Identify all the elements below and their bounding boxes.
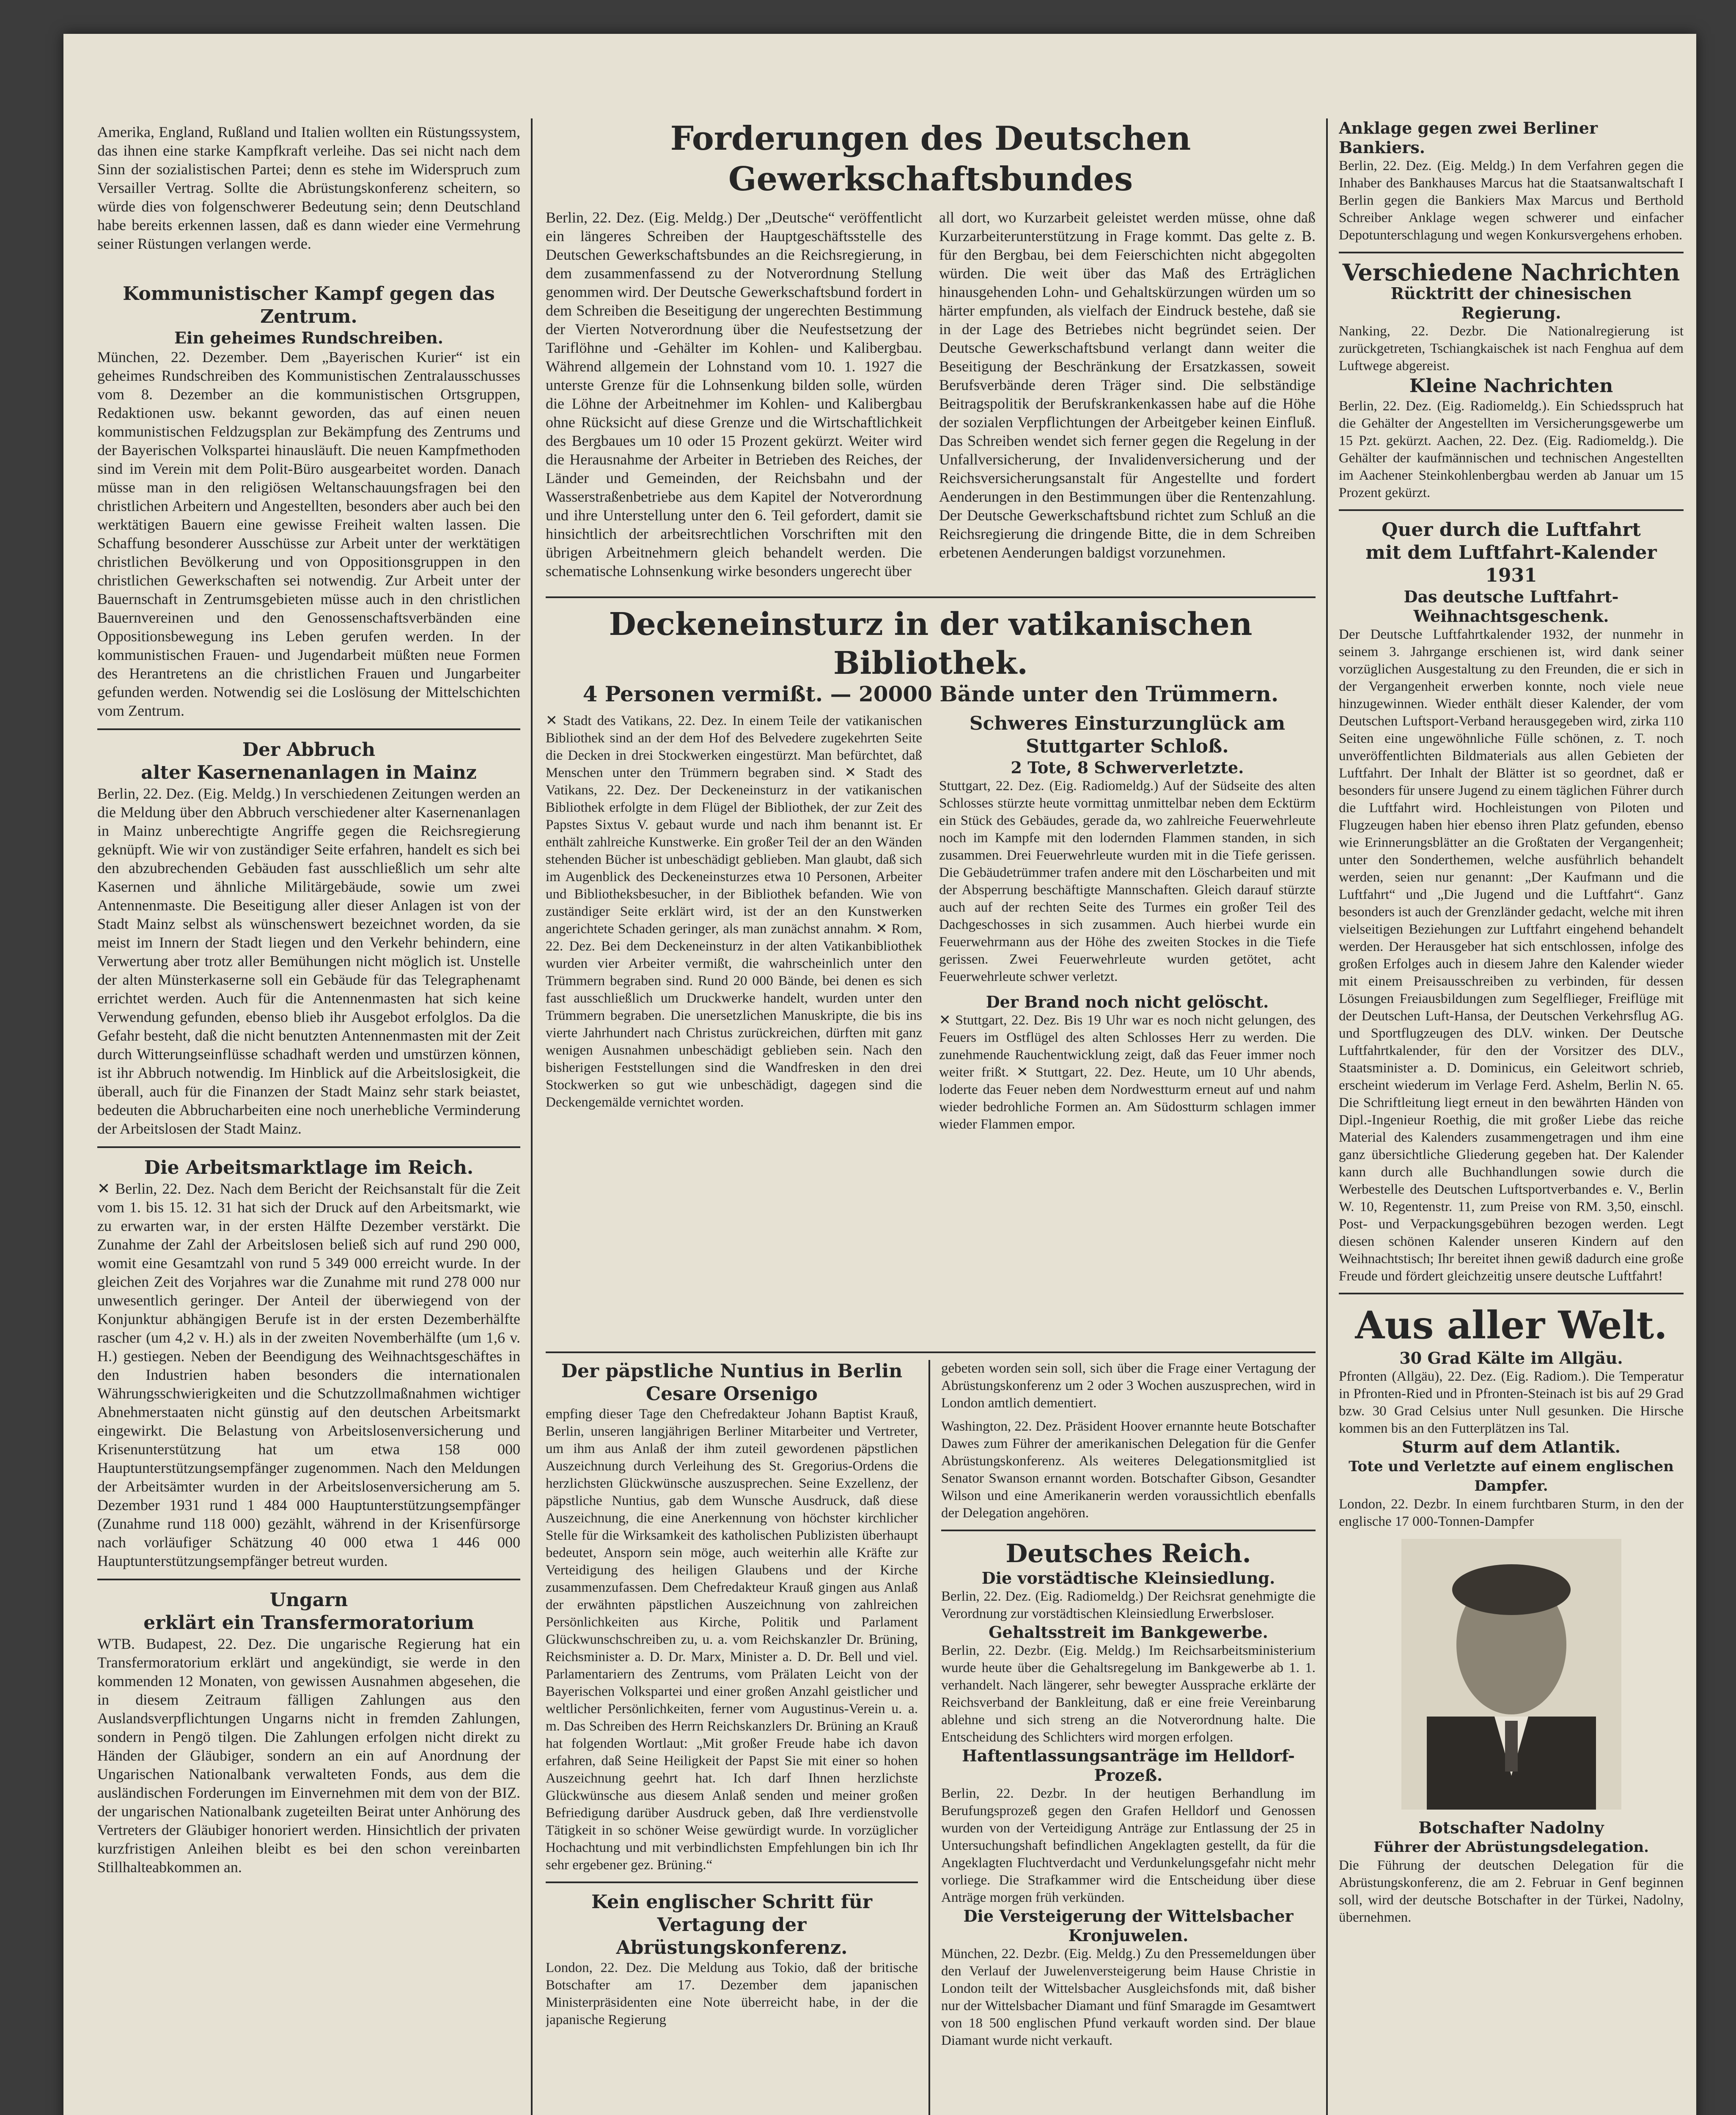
intro-article: Amerika, England, Rußland und Italien wollten ein Rüstungssystem, das ihnen eine starke Kampfkraft verleihe. Das sei nicht nach dem Sinn der sozialistischen Partei; denn es stehe im Widerspruch zum Versailler Vertrag. Sollte die Abrüstungskonferenz scheitern, so würde dies von folgenschwerer Bedeutung sein; denn Deutschland habe bereits erkennen lassen, daß es dann wieder eine Vermehrung seiner Rüstungen verlangen werde. — [97, 124, 520, 252]
vatikan-article: ✕ Stadt des Vatikans, 22. Dez. In einem Teile der vatikanischen Bibliothek sind an der dem Hof des Belvedere zugekehrten Seite die Decken in drei Stockwerken eingestürzt. Man befürchtet, daß Menschen unter den Trümmern begraben sind. ✕ Stadt des Vatikans, 22. Dez. Der Deckeneinsturz in der vatikanischen Bibliothek erfolgte in dem Flügel der Bibliothek, der zur Zeit des Papstes Sixtus V. gebaut wurde und nach ihm benannt ist. Er enthält zahlreiche Kunstwerke. Ein großer Teil der an den Wänden stehenden Bücher ist unbeschädigt geblieben. Man glaubt, daß sich im Augenblick des Deckeneinsturzes etwa 10 Personen, Arbeiter und Bibliotheksbesucher, in der Bibliothek befanden. Wie von zuständiger Seite erklärt wird, ist der an den Kunstwerken angerichtete Schaden geringer, als man zunächst annahm. ✕ Rom, 22. Dez. Bei dem Deckeneinsturz in der alten Vatikanbibliothek wurden vier Arbeiter vermißt, die wahrscheinlich unter den Trümmern begraben sind. Rund 20 000 Bände, bei denen es sich fast ausschließlich um Druckwerke handelt, wurden unter den Trümmern begraben. Die unersetzlichen Manuskripte, die bis ins vierte Jahrhundert nach Christus zurückreichen, dürften mit ganz wenigen Ausnahmen unbeschädigt geblieben sein. Nach den bisherigen Feststellungen sind die Wandfresken in den drei Stockwerken so gut wie unbeschädigt, dagegen sind die Deckengemälde vernichtet worden. — [546, 713, 922, 1110]
nuntius-section — [546, 1360, 918, 2115]
divider — [546, 596, 1316, 598]
divider — [546, 1351, 1316, 1353]
klein-headline: Die vorstädtische Kleinsiedlung. — [981, 1568, 1275, 1588]
luft-article: Der Deutsche Luftfahrtkalender 1932, der nunmehr in seinem 3. Jahrgange erschienen ist, wird dank seiner vorzüglichen Ausgestaltung zu den Freunden, die er sich in der Vergangenheit erwerben konnte, noch viele neue hinzugewinnen. Wieder enthält dieser Kalender, der vom Deutschen Luftsport-Verband herausgegeben wird, zirka 110 Seiten eine ungewöhnliche Fülle schönen, z. T. noch unveröffentlichten Bildmaterials aus allen Gebieten der Luftfahrt. Der Inhalt der Blätter ist so geordnet, daß er besonders für unsere Jugend zu einem täglichen Führer durch die Luftfahrt wird. Hochleistungen von Piloten und Flugzeugen haben hier ebenso ihren Platz gefunden, ebenso wie Erinnerungsblätter an die Großtaten der Vergangenheit; unter den Sonderthemen, welche ausführlich behandelt werden, seien nur genannt: „Der Kaufmann und die Luftfahrt“ und „Die Jugend und die Luftfahrt“. Ganz besonders ist auch der Grenzländer gedacht, welche mit ihren vielseitigen Beziehungen zur Luftfahrt eingehend behandelt werden. Der Herausgeber hat sich entschlossen, infolge des großen Erfolges auch in diesem Jahre den Kalender wieder mit einem Preisausschreiben zu verbinden, für dessen Lösungen Freiausbildungen zum Segelflieger, Freiflüge mit der Deutschen Luft-Hansa, der Deutschen Verkehrsflug AG. und Sportflugzeugen des DLV. winken. Der Deutsche Luftfahrtkalender, für den der Vorsitzer des DLV., Staatsminister a. D. Dominicus, ein Geleitwort schrieb, erscheint wiederum im Verlage Ferd. Ashelm, Berlin N. 65. Die Schriftleitung liegt erneut in den bewährten Händen von Dipl.-Ingenieur Roethig, die mit großer Liebe das reiche Material des Kalenders zusammengetragen und ihm eine ganz übersichtliche Gliederung gegeben hat. Der Kalender kann durch alle Buchhandlungen sowie durch die Werbestelle des Deutschen Luftsportverbandes e. V., Berlin W. 10, Regentenstr. 11, zum Preise von RM. 3,50, einschl. Post- und Verpackungsgebühren bezogen werden. Legt diesen schönen Kalender unseren Kindern auf den Weihnachtstisch; Ihr bereitet ihnen gewiß dadurch eine große Freude und fördert gleichzeitig unsere deutsche Luftfahrt! — [1339, 627, 1684, 1284]
portrait-image — [1401, 1539, 1621, 1810]
kleine-headline: Kleine Nachrichten — [1409, 375, 1613, 397]
portrait-photo — [1401, 1539, 1621, 1810]
arbeitsmarkt-article: ✕ Berlin, 22. Dez. Nach dem Bericht der Reichsanstalt für die Zeit vom 1. bis 15. 12. 31 hat sich der Druck auf den Arbeitsmarkt, wie zu erwarten war, in der ersten Hälfte Dezember verstärkt. Die Zunahme der Zahl der Arbeitslosen beließ sich auf rund 290 000, womit eine Gesamtzahl von rund 5 349 000 erreicht wurde. In der gleichen Zeit des Vorjahres war die Zunahme mit rund 278 000 nur unwesentlich geringer. Der Anteil der überwiegend von der Konjunktur abhängigen Berufe ist in der ersten Dezemberhälfte rascher (um 4,2 v. H.) als in der zweiten Novemberhälfte (um 1,6 v. H.) gestiegen. Neben der Beendigung des Weihnachtsgeschäftes in den Industrien haben besonders die internationalen Währungsschwierigkeiten und die Schutzzollmaßnahmen wichtiger Abnehmerstaaten nicht günstig auf den deutschen Arbeitsmarkt eingewirkt. Die Belastung von Arbeitslosenversicherung und Krisenunterstützung hat um etwa 158 000 Hauptunterstützungsempfänger zugenommen. Nach den Meldungen der Arbeitsämter wurden in der Arbeitslosenversicherung am 5. Dezember 1931 rund 1 484 000 Hauptunterstützungsempfänger (Zunahme rund 118 000) gezählt, während in der Krisenfürsorge nach vorläufiger Schätzung 40 000 etwa 1 446 000 Hauptunterstützungsempfänger betreut wurden. — [97, 1180, 520, 1569]
ungarn-headline-2: erklärt ein Transfermoratorium — [143, 1612, 474, 1634]
kein-article: London, 22. Dez. Die Meldung aus Tokio, daß der britische Botschafter am 17. Dezember dem japanischen Ministerpräsidenten eine Note überreicht habe, in der die japanische Regierung — [546, 1960, 918, 2027]
kein-headline: Kein englischer Schritt für Vertagung der Abrüstungskonferenz. — [591, 1891, 873, 1958]
divider — [941, 1530, 1316, 1531]
washington-article: Washington, 22. Dez. Präsident Hoover ernannte heute Botschafter Dawes zum Führer der amerikanischen Delegation für die Genfer Abrüstungskonferenz. Als weiteres Delegationsmitglied ist Senator Swanson ernannt worden. Botschafter Gibson, Gesandter Wilson und eine Amerikanerin werden voraussichtlich ebenfalls der Delegation angehören. — [941, 1419, 1316, 1521]
sturm-headline: Sturm auf dem Atlantik. — [1402, 1437, 1621, 1456]
abbruch-headline-2: alter Kasernenanlagen in Mainz — [141, 762, 477, 783]
sturm-article: London, 22. Dezbr. In einem furchtbaren Sturm, in den der englische 17 000-Tonnen-Dampfer — [1339, 1497, 1684, 1529]
china-headline: Rücktritt der chinesischen Regierung. — [1390, 284, 1632, 322]
abbruch-article: Berlin, 22. Dez. (Eig. Meldg.) In verschiedenen Zeitungen werden an die Meldung über den Abbruch verschiedener alter Kasernenanlagen in Mainz unberechtigte Angriffe gegen die Reichsregierung geknüpft. Wie wir von zuständiger Seite erfahren, handelt es sich bei den abzubrechenden Gebäuden fast ausschließlich um sehr alte Kasernen und ähnliche Militärgebäude, sowie um zwei Antennenmaste. Die Beseitigung aller dieser Anlagen ist von der Stadt Mainz selbst als wünschenswert bezeichnet worden, da sie meist im Innern der Stadt liegen und den Verkehr behindern, eine Verwertung aber trotz aller Bemühungen nicht möglich ist. Unstelle der alten Münsterkaserne soll ein Gebäude für das Telegraphenamt errichtet werden. Auch für die Antennenmasten hat sich keine Verwendung gefunden, ebenso blieb ihr Ausgebot erfolglos. Da die Gefahr besteht, daß die nicht benutzten Antennenmasten mit der Zeit durch Witterungseinflüsse schadhaft werden und umstürzen können, ist ihr Abbruch notwendig. Im Hinblick auf die Arbeitslosigkeit, die überall, auch für die Finanzen der Stadt Mainz sehr stark beiastet, bedeuten die Abbrucharbeiten eine noch unerhebliche Verminderung der Arbeitslosen der Stadt Mainz. — [97, 785, 520, 1137]
klein-article: Berlin, 22. Dez. (Eig. Radiomeldg.) Der Reichsrat genehmigte die Verordnung zur vorstädtischen Kleinsiedlung Erwerbsloser. — [941, 1589, 1316, 1621]
kalte-article: Pfronten (Allgäu), 22. Dez. (Eig. Radiom.). Die Temperatur in Pfronten-Ried und in Pfronten-Steinach ist bis auf 29 Grad bzw. 30 Grad Celsius unter Null gesunken. Die Hirsche kommen bis an den Futterplätzen ins Tal. — [1339, 1369, 1684, 1436]
arbeitsmarkt-headline: Die Arbeitsmarktlage im Reich. — [144, 1157, 474, 1178]
column-rule — [928, 1360, 930, 2115]
welt-headline: Aus aller Welt. — [1355, 1303, 1667, 1348]
brand-article: ✕ Stuttgart, 22. Dez. Bis 19 Uhr war es noch nicht gelungen, des Feuers im Ostflügel des alten Schlosses Herr zu werden. Die zunehmende Rauchentwicklung zeigt, daß das Feuer immer noch weiter frißt. ✕ Stuttgart, 22. Dez. Heute, um 10 Uhr abends, loderte das Feuer neben dem Nordwestturm erneut auf und nahm wieder bedrohliche Formen an. Am Südostturm schlagen immer wieder Flammen empor. — [939, 1013, 1316, 1132]
witt-article: München, 22. Dezbr. (Eig. Meldg.) Zu den Pressemeldungen über den Verlauf der Juwelenversteigerung beim Hause Christie in London teilt der Wittelsbacher Ausgleichsfonds mit, daß bisher nur der Wittelsbacher Diamant und fünf Smaragde im Gesamtwert von 18 500 englischen Pfund verkauft worden sind. Der blaue Diamant wurde nicht verkauft. — [941, 1946, 1316, 2048]
kalte-headline: 30 Grad Kälte im Allgäu. — [1399, 1349, 1623, 1368]
luft-headline-2: mit dem Luftfahrt-Kalender 1931 — [1365, 542, 1657, 586]
gewerkschaft-headline: Forderungen des Deutschen Gewerkschaftsbundes — [670, 119, 1191, 198]
versch-headline: Verschiedene Nachrichten — [1342, 259, 1680, 286]
sturm-subheadline: Tote und Verletzte auf einem englischen Dampfer. — [1349, 1458, 1674, 1494]
column-rule — [1326, 118, 1328, 2115]
stuttgart-headline: Schweres Einsturzunglück am Stuttgarter Schloß. — [969, 713, 1286, 757]
nuntius-article: empfing dieser Tage den Chefredakteur Johann Baptist Krauß, Berlin, unseren langjährigen Berliner Mitarbeiter und Vertreter, um ihm aus Anlaß der ihm zuteil gewordenen päpstlichen Auszeichnung durch Verleihung des St. Gregorius-Ordens die herzlichsten Glückwünsche auszusprechen. Seine Exzellenz, der päpstliche Nuntius, gab dem Wunsche Ausdruck, daß diese Auszeichnung, die eine Anerkennung von höchster kirchlicher Stelle für die Wirksamkeit des katholischen Publizisten überhaupt bedeutet, Ansporn sein möge, auch weiterhin alle Kräfte zur Verteidigung des heiligen Glaubens und der Kirche zusammenzufassen. Dem Chefredakteur Krauß gingen aus Anlaß der erwähnten päpstlichen Auszeichnung von zahlreichen Persönlichkeiten aus Kirche, Politik und Parlament Glückwunschschreiben zu, u. a. vom Reichskanzler Dr. Brüning, Reichsminister a. D. Dr. Marx, Minister a. D. Dr. Bell und viel. Parlamentariern des Zentrums, vom Prälaten Leicht von der Bayerischen Volkspartei und einer großen Anzahl geistlicher und weltlicher Persönlichkeiten, ferner vom Augustinus-Verein u. a. m. Das Schreiben des Herrn Reichskanzlers Dr. Brüning an Krauß hat folgenden Wortlaut: „Mit großer Freude habe ich davon erfahren, daß Seine Heiligkeit der Papst Sie mit einer so hohen Auszeichnung geehrt hat. Ich darf Ihnen herzlichste Glückwünsche aus diesem Anlaß senden und meiner großen Befriedigung darüber Ausdruck geben, daß Ihre verdienstvolle Tätigkeit in so schöner Weise gewürdigt wurde. In vorzüglicher Hochachtung und mit verbindlichsten Empfehlungen bin ich Ihr sehr ergebener gez. Brüning.“ — [546, 1406, 918, 1873]
brand-headline: Der Brand noch nicht gelöscht. — [986, 992, 1269, 1011]
luft-headline-1: Quer durch die Luftfahrt — [1382, 519, 1641, 541]
vatikan-section — [546, 605, 1316, 1133]
gehalt-article: Berlin, 22. Dezbr. (Eig. Meldg.) Im Reichsarbeitsministerium wurde heute über die Gehaltsregelung im Bankgewerbe ab 1. 1. verhandelt. Nach längerer, sehr bewegter Aussprache erklärte der Reichsverband der Bankleitung, daß er eine freie Vereinbarung ablehne und sich streng an die Notverordnung halte. Die Entscheidung des Schlichters wird morgen erfolgen. — [941, 1643, 1316, 1745]
kommunist-headline: Kommunistischer Kampf gegen das Zentrum. — [123, 283, 495, 327]
stuttgart-subheadline: 2 Tote, 8 Schwerverletzte. — [1011, 758, 1244, 777]
divider — [1339, 252, 1684, 253]
divider — [97, 728, 520, 730]
luft-subheadline: Das deutsche Luftfahrt-Weihnachtsgeschenk. — [1404, 587, 1619, 626]
kleine-article: Berlin, 22. Dez. (Eig. Radiomeldg.). Ein Schiedsspruch hat die Gehälter der Angestellten im Versicherungsgewerbe um 15 Pzt. gekürzt. Aachen, 22. Dez. (Eig. Radiomeldg.). Die Gehälter der kaufmännischen und technischen Angestellten im Aachener Steinkohlenbergbau werden ab Januar um 15 Prozent gekürzt. — [1339, 398, 1684, 500]
vatikan-subheadline: 4 Personen vermißt. — 20000 Bände unter den Trümmern. — [582, 681, 1279, 706]
divider — [1339, 1293, 1684, 1294]
divider — [97, 1579, 520, 1580]
divider — [97, 1146, 520, 1148]
divider — [546, 1882, 918, 1883]
column-left — [97, 34, 520, 2115]
kommunist-subheadline: Ein geheimes Rundschreiben. — [174, 328, 444, 347]
gewerkschaft-article-right: all dort, wo Kurzarbeit geleistet werden müsse, ohne daß Kurzarbeiterunterstützung in Frage kommt. Das gelte z. B. für den Bergbau, bei dem Feierschichten nicht abgegolten würden. Die weit über das Maß des Erträglichen hinausgehenden Lohn- und Gehaltskürzungen würden um so härter empfunden, als vielfach der Eindruck bestehe, daß sie in der Lage des Betriebes nicht begründet seien. Der Deutsche Gewerkschaftsbund verlangt dann weiter die Beseitigung der Beschränkung der Ersatzkassen, soweit Berufsverbände deren Träger sind. Die selbständige Beitragspolitik der Berufskrankenkassen habe auf die Höhe der sozialen Verpflichtungen der Arbeitgeber keinen Einfluß. Das Schreiben wendet sich ferner gegen die Regelung in der Unfallversicherung, der Invalidenversicherung und der Reichsversicherungsanstalt für Angestellte und fordert Aenderungen in den Bestimmungen über die Rentenzahlung. Der Deutsche Gewerkschaftsbund richtet zum Schluß an die Reichsregierung die dringende Bitte, die in dem Schreiben erbetenen Aenderungen baldigst vorzunehmen. — [939, 209, 1316, 561]
caption-title: Botschafter Nadolny — [1418, 1818, 1604, 1837]
gewerkschaft-section — [546, 118, 1316, 580]
divider — [1339, 509, 1684, 511]
stuttgart-article: Stuttgart, 22. Dez. (Eig. Radiomeldg.) Auf der Südseite des alten Schlosses stürzte heute vormittag unmittelbar neben dem Ecktürm ein Stück des Gebäudes, gerade da, wo zahlreiche Feuerwehrleute noch im Kampfe mit den lodernden Flammen standen, in sich zusammen. Drei Feuerwehrleute wurden mit in die Tiefe gerissen. Die Gebäudetrümmer trafen andere mit den Löscharbeiten und mit der Absperrung beschäftigte Mannschaften. Gleich darauf stürzte auch auf der rechten Seite des Turmes ein großer Teil des Dachgeschosses in sich zusammen. Auch hierbei wurde ein Feuerwehrmann aus der Höhe des zweiten Stockes in die Tiefe gerissen. Zwei Feuerwehrleute wurden getötet, acht Feuerwehrleute schwer verletzt. — [939, 778, 1316, 984]
abbruch-headline-1: Der Abbruch — [242, 739, 376, 761]
ungarn-headline-1: Ungarn — [269, 1589, 348, 1611]
gehalt-headline: Gehaltsstreit im Bankgewerbe. — [989, 1623, 1268, 1642]
gewerkschaft-article-left: Berlin, 22. Dez. (Eig. Meldg.) Der „Deutsche“ veröffentlicht ein längeres Schreiben der Hauptgeschäftsstelle des Deutschen Gewerkschaftsbundes an die Reichsregierung, in dem zusammenfassend zu der Notverordnung Stellung genommen wird. Der Deutsche Gewerkschaftsbund fordert in dem Schreiben die Beseitigung der ungerechten Bestimmung der Vierten Notverordnung über die Neufestsetzung der Tariflöhne und -Gehälter im Kohlen- und Kalibergbau. Während allgemein der Lohnstand vom 10. 1. 1927 die unterste Grenze für die Lohnsenkung bilden solle, würden die Löhne der Arbeitnehmer im Kohlen- und Kalibergbau ohne Rücksicht auf diese Grenze und die Wirtschaftlichkeit des Bergbaues um 10 oder 15 Prozent gekürzt. Weiter wird die Herausnahme der Arbeiter in Betrieben des Reiches, der Länder und Gemeinden, der Reichsbahn und der Wasserstraßenbetriebe aus dem Kapitel der Notverordnung und ihre Unterstellung unter den 6. Teil gefordert, damit sie hinsichtlich der arbeitsrechtlichen Vorschriften mit den übrigen Arbeitnehmern gleich behandelt werden. Die schematische Lohnsenkung wirke besonders ungerecht über — [546, 209, 922, 580]
anklage-article: Berlin, 22. Dez. (Eig. Meldg.) In dem Verfahren gegen die Inhaber des Bankhauses Marcus hat die Staatsanwaltschaft I Berlin gegen die Bankiers Max Marcus und Berthold Schreiber Anklage wegen schwerer und einfacher Depotunterschlagung und wegen Konkursvergehens erhoben. — [1339, 158, 1684, 243]
kein-continued: gebeten worden sein soll, sich über die Frage einer Vertagung der Abrüstungskonferenz um 2 oder 3 Wochen auszusprechen, wird in London amtlich dementiert. — [941, 1361, 1316, 1411]
kommunist-article: München, 22. Dezember. Dem „Bayerischen Kurier“ ist ein geheimes Rundschreiben des Kommunistischen Zentralausschusses vom 8. Dezember an die kommunistischen Ortsgruppen, Redaktionen usw. bekannt geworden, das auf einen neuen kommunistischen Feldzugsplan zur Bekämpfung des Zentrums und der Bayerischen Volkspartei hinausläuft. Die neuen Kampfmethoden sind im Verein mit dem Polit-Büro ausgearbeitet worden. Danach müsse man in den religiösen Weltanschauungsfragen bei den christlichen Arbeitern und Angestellten, besonders aber auch bei den werktätigen Bauern eine gewisse Freiheit walten lassen. Die Schaffung besonderer Ausschüsse zur Arbeit unter der werktätigen christlichen Bevölkerung und von Oppositionsgruppen in den christlichen Gewerkschaften sei notwendig. Zur Arbeit unter der Bauernschaft in Zentrumsgebieten müsse auch in den christlichen Bauernvereinen und den Genossenschaftsverbänden eine Oppositionsbewegung ins Leben gerufen werden. In der kommunistischen Frauen- und Jugendarbeit müßten neue Formen des Herantretens an die christlichen Frauen und Jungarbeiter gefunden werden. Notwendig sei die Loslösung der Mittelschichten vom Zentrum. — [97, 349, 520, 719]
vatikan-headline: Deckeneinsturz in der vatikanischen Bibliothek. — [609, 606, 1253, 681]
china-article: Nanking, 22. Dezbr. Die Nationalregierung ist zurückgetreten, Tschiangkaischek ist nach Fenghua auf dem Luftwege abgereist. — [1339, 324, 1684, 374]
reich-headline: Deutsches Reich. — [1005, 1539, 1251, 1568]
caption-subtitle: Führer der Abrüstungsdelegation. — [1373, 1839, 1649, 1856]
haft-headline: Haftentlassungsanträge im Helldorf-Prozeß. — [962, 1746, 1295, 1785]
witt-headline: Die Versteigerung der Wittelsbacher Kronjuwelen. — [963, 1906, 1294, 1945]
newspaper-page — [63, 34, 1696, 2115]
nuntius-headline: Der päpstliche Nuntius in Berlin Cesare Orsenigo — [561, 1360, 903, 1405]
reich-section — [941, 1360, 1316, 2115]
column-rule — [531, 118, 533, 2115]
caption-text: Die Führung der deutschen Delegation für die Abrüstungskonferenz, die am 2. Februar in Genf beginnen soll, wird der deutsche Botschafter in der Türkei, Nadolny, übernehmen. — [1339, 1858, 1684, 1925]
column-right — [1339, 34, 1684, 2115]
haft-article: Berlin, 22. Dezbr. In der heutigen Berhandlung im Berufungsprozeß gegen den Grafen Helldorf und Genossen wurden von der Verteidigung Anträge zur Entlassung der 25 in Untersuchungshaft befindlichen Angeklagten gestellt, da für die Angeklagten Fluchtverdacht und Verdunkelungsgefahr nicht mehr vorliege. Die Strafkammer wird die Entscheidung über diese Anträge morgen früh verkünden. — [941, 1786, 1316, 1905]
anklage-headline: Anklage gegen zwei Berliner Bankiers. — [1339, 118, 1598, 157]
ungarn-article: WTB. Budapest, 22. Dez. Die ungarische Regierung hat ein Transfermoratorium erklärt und angekündigt, sie werde in den kommenden 12 Monaten, von gewissen Ausnahmen abgesehen, die in diesem Zeitraum fälligen Zahlungen aus den Auslandsverpflichtungen Ungarns nicht in fremden Zahlungen, sondern in Pengö tilgen. Die Zahlungen erfolgen nicht direkt zu Händen der Gläubiger, sondern an ein auf Anordnung der Ungarischen Nationalbank verwalteten Fonds, aus dem die ausländischen Forderungen im Einvernehmen mit dem von der BIZ. der ungarischen Nationalbank zugeteilten Beirat unter Anhörung des Vertreters der Gläubiger honoriert werden. Hinsichtlich der privaten kurzfristigen Anleihen bleibt es bei den schon vereinbarten Stillhalteabkommen an. — [97, 1635, 520, 1876]
